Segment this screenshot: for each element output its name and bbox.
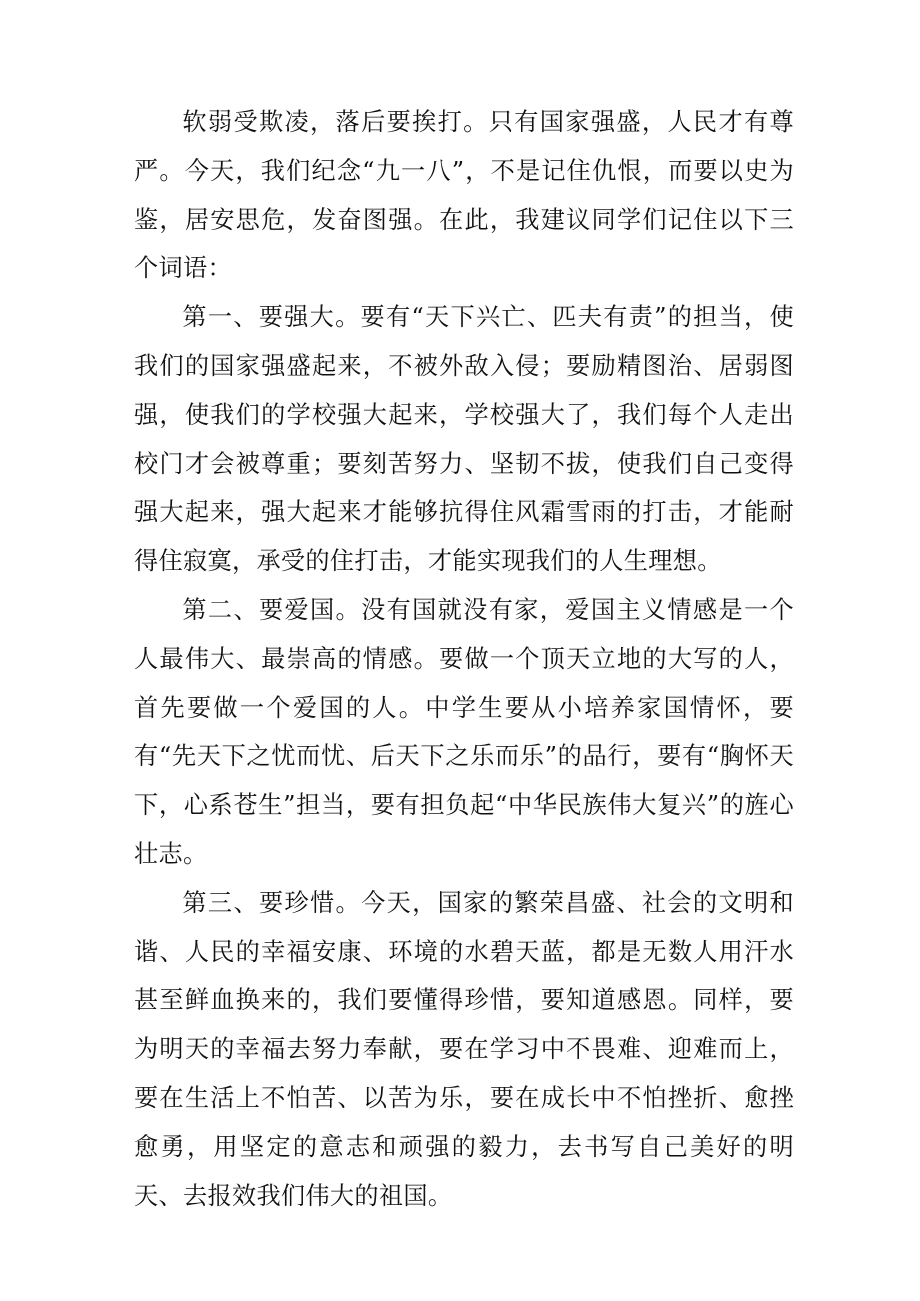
paragraph-intro: 软弱受欺凌，落后要挨打。只有国家强盛，人民才有尊严。今天，我们纪念“九一八”，不是记住仇恨，而要以史为鉴，居安思危，发奋图强。在此，我建议同学们记住以下三个词语： xyxy=(134,108,794,283)
paragraph-third-point: 第三、要珍惜。今天，国家的繁荣昌盛、社会的文明和谐、人民的幸福安康、环境的水碧天蓝，都是无数人用汗水甚至鲜血换来的，我们要懂得珍惜，要知道感恩。同样，要为明天的幸福去努力奉献，要在学习中不畏难、迎难而上，要在生活上不怕苦、以苦为乐，要在成长中不怕挫折、愈挫愈勇，用坚定的意志和顽强的毅力，去书写自己美好的明天、去报效我们伟大的祖国。 xyxy=(134,888,794,1210)
document-body xyxy=(134,98,794,1220)
paragraph-second-point: 第二、要爱国。没有国就没有家，爱国主义情感是一个人最伟大、最崇高的情感。要做一个顶天立地的大写的人，首先要做一个爱国的人。中学生要从小培养家国情怀，要有“先天下之忧而忧、后天下之乐而乐”的品行，要有“胸怀天下，心系苍生”担当，要有担负起“中华民族伟大复兴”的旌心壮志。 xyxy=(134,595,794,868)
paragraph-first-point: 第一、要强大。要有“天下兴亡、匹夫有责”的担当，使我们的国家强盛起来，不被外敌入侵；要励精图治、居弱图强，使我们的学校强大起来，学校强大了，我们每个人走出校门才会被尊重；要刻苦努力、坚韧不拔，使我们自己变得强大起来，强大起来才能够抗得住风霜雪雨的打击，才能耐得住寂寞，承受的住打击，才能实现我们的人生理想。 xyxy=(134,303,794,576)
